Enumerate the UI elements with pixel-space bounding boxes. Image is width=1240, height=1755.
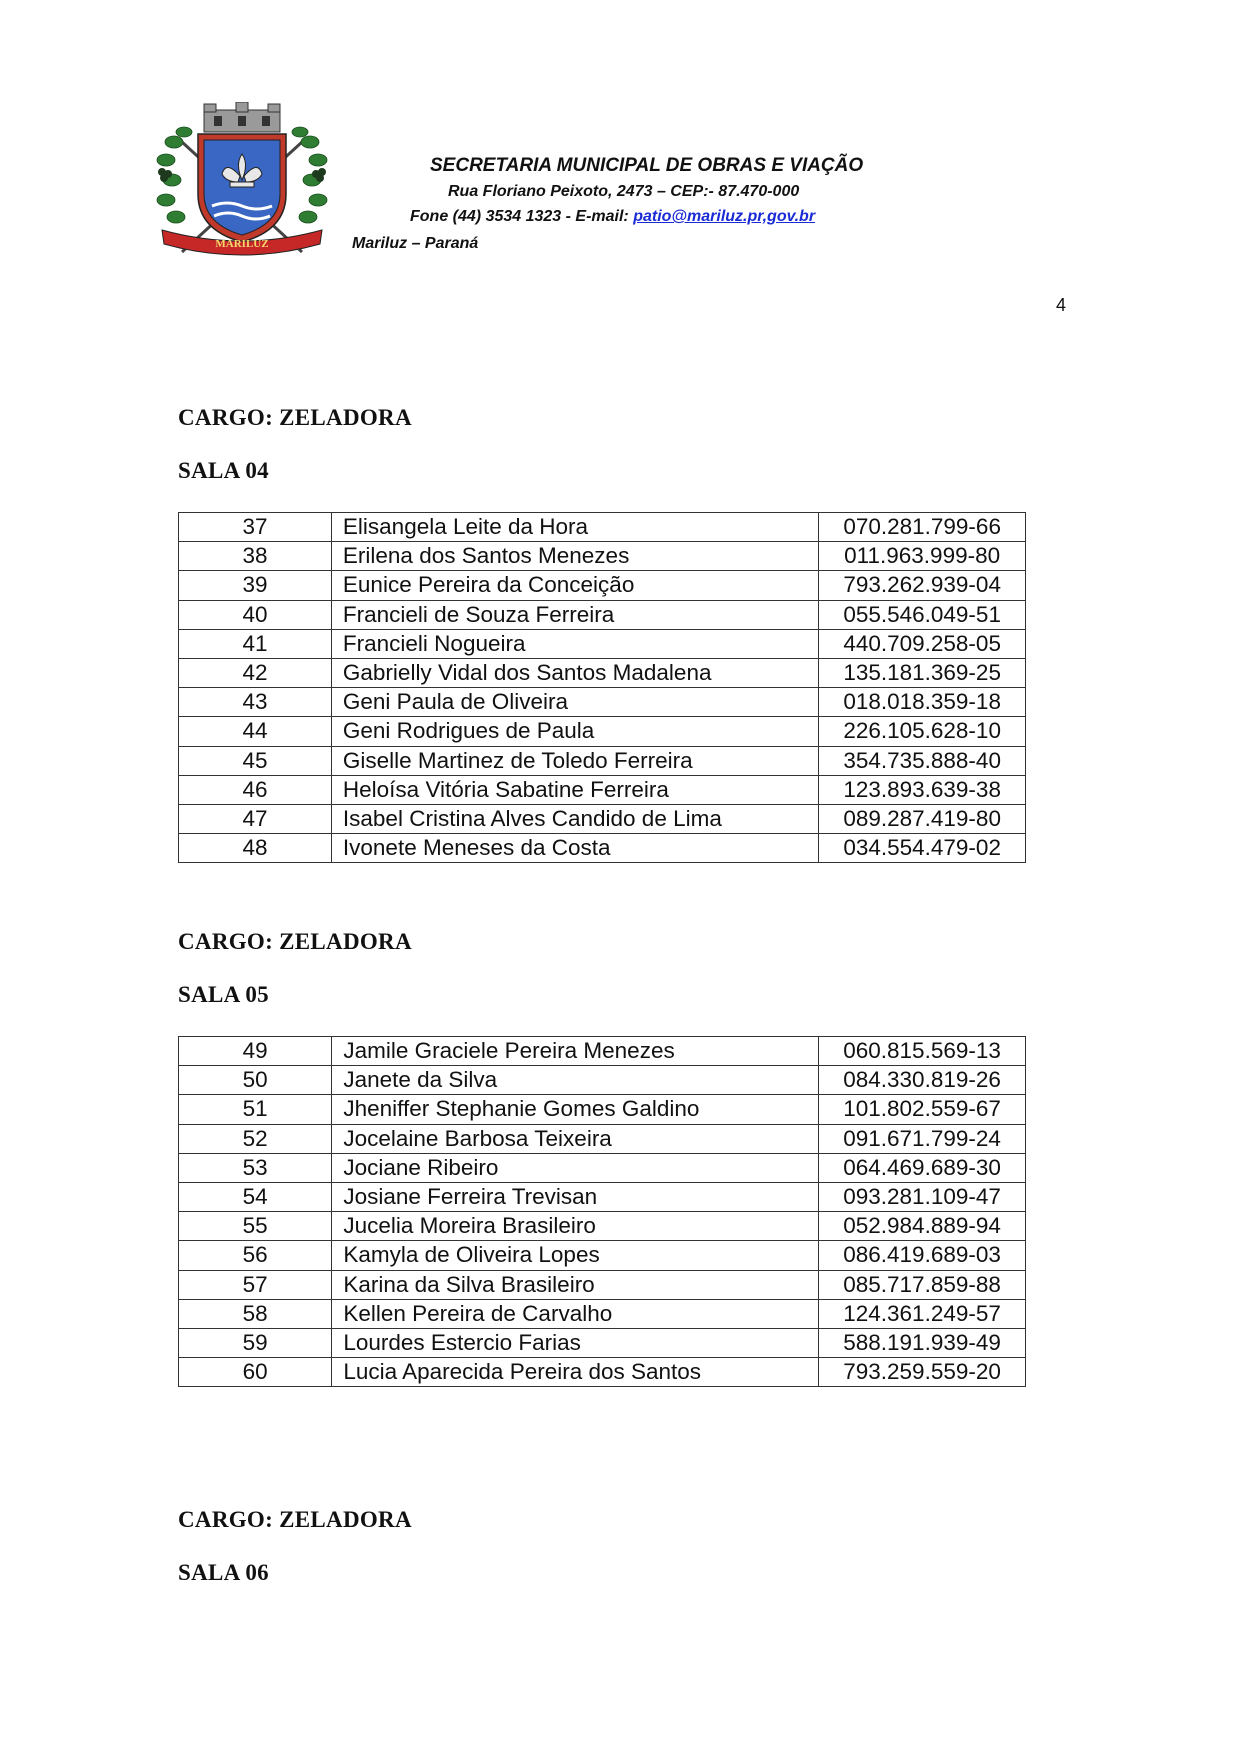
section-sala-label: SALA 04 bbox=[178, 458, 269, 483]
table-row bbox=[179, 1066, 1026, 1095]
cpf-cell: 060.815.569-13 bbox=[819, 1037, 1026, 1066]
table-row bbox=[179, 1153, 1026, 1182]
row-number-cell: 55 bbox=[179, 1212, 332, 1241]
cpf-cell: 085.717.859-88 bbox=[819, 1270, 1026, 1299]
row-number-cell: 49 bbox=[179, 1037, 332, 1066]
table-row bbox=[179, 775, 1026, 804]
table-row bbox=[179, 571, 1026, 600]
person-name-cell: Geni Rodrigues de Paula bbox=[331, 717, 818, 746]
person-name-cell: Francieli de Souza Ferreira bbox=[331, 600, 818, 629]
table-row bbox=[179, 600, 1026, 629]
section-sala-label: SALA 06 bbox=[178, 1560, 269, 1585]
row-number-cell: 58 bbox=[179, 1299, 332, 1328]
person-name-cell: Ivonete Meneses da Costa bbox=[331, 834, 818, 863]
table-row bbox=[179, 1358, 1026, 1387]
table-row bbox=[179, 1270, 1026, 1299]
header-city: Mariluz – Paraná bbox=[352, 235, 479, 252]
section-cargo-label: CARGO: ZELADORA bbox=[178, 1507, 412, 1532]
roster-table bbox=[178, 1036, 1026, 1387]
person-name-cell: Kamyla de Oliveira Lopes bbox=[332, 1241, 819, 1270]
section-sala-label: SALA 05 bbox=[178, 982, 269, 1007]
table-row bbox=[179, 804, 1026, 833]
row-number-cell: 56 bbox=[179, 1241, 332, 1270]
row-number-cell: 52 bbox=[179, 1124, 332, 1153]
cpf-cell: 089.287.419-80 bbox=[819, 804, 1026, 833]
person-name-cell: Jamile Graciele Pereira Menezes bbox=[332, 1037, 819, 1066]
person-name-cell: Lucia Aparecida Pereira dos Santos bbox=[332, 1358, 819, 1387]
row-number-cell: 47 bbox=[179, 804, 332, 833]
cpf-cell: 084.330.819-26 bbox=[819, 1066, 1026, 1095]
person-name-cell: Giselle Martinez de Toledo Ferreira bbox=[331, 746, 818, 775]
table-row bbox=[179, 513, 1026, 542]
cpf-cell: 091.671.799-24 bbox=[819, 1124, 1026, 1153]
cpf-cell: 588.191.939-49 bbox=[819, 1328, 1026, 1357]
table-row bbox=[179, 1182, 1026, 1211]
row-number-cell: 42 bbox=[179, 658, 332, 687]
cpf-cell: 093.281.109-47 bbox=[819, 1182, 1026, 1211]
cpf-cell: 135.181.369-25 bbox=[819, 658, 1026, 687]
cpf-cell: 070.281.799-66 bbox=[819, 513, 1026, 542]
cpf-cell: 124.361.249-57 bbox=[819, 1299, 1026, 1328]
cpf-cell: 354.735.888-40 bbox=[819, 746, 1026, 775]
row-number-cell: 53 bbox=[179, 1153, 332, 1182]
table-row bbox=[179, 1124, 1026, 1153]
row-number-cell: 46 bbox=[179, 775, 332, 804]
cpf-cell: 052.984.889-94 bbox=[819, 1212, 1026, 1241]
municipal-coat-of-arms-logo bbox=[152, 102, 332, 262]
header-address: Rua Floriano Peixoto, 2473 – CEP:- 87.470-000 bbox=[448, 183, 800, 200]
person-name-cell: Isabel Cristina Alves Candido de Lima bbox=[331, 804, 818, 833]
page-number: 4 bbox=[1056, 295, 1067, 315]
row-number-cell: 54 bbox=[179, 1182, 332, 1211]
cpf-cell: 793.259.559-20 bbox=[819, 1358, 1026, 1387]
table-row bbox=[179, 1299, 1026, 1328]
person-name-cell: Gabrielly Vidal dos Santos Madalena bbox=[331, 658, 818, 687]
person-name-cell: Jheniffer Stephanie Gomes Galdino bbox=[332, 1095, 819, 1124]
table-row bbox=[179, 1328, 1026, 1357]
table-row bbox=[179, 834, 1026, 863]
row-number-cell: 40 bbox=[179, 600, 332, 629]
person-name-cell: Elisangela Leite da Hora bbox=[331, 513, 818, 542]
row-number-cell: 44 bbox=[179, 717, 332, 746]
person-name-cell: Lourdes Estercio Farias bbox=[332, 1328, 819, 1357]
row-number-cell: 39 bbox=[179, 571, 332, 600]
person-name-cell: Jociane Ribeiro bbox=[332, 1153, 819, 1182]
person-name-cell: Janete da Silva bbox=[332, 1066, 819, 1095]
cpf-cell: 123.893.639-38 bbox=[819, 775, 1026, 804]
row-number-cell: 45 bbox=[179, 746, 332, 775]
cpf-cell: 055.546.049-51 bbox=[819, 600, 1026, 629]
row-number-cell: 50 bbox=[179, 1066, 332, 1095]
cpf-cell: 440.709.258-05 bbox=[819, 629, 1026, 658]
roster-table bbox=[178, 512, 1026, 863]
table-row bbox=[179, 688, 1026, 717]
table-row bbox=[179, 717, 1026, 746]
section-cargo-label: CARGO: ZELADORA bbox=[178, 405, 412, 430]
person-name-cell: Karina da Silva Brasileiro bbox=[332, 1270, 819, 1299]
row-number-cell: 37 bbox=[179, 513, 332, 542]
header-title: SECRETARIA MUNICIPAL DE OBRAS E VIAÇÃO bbox=[430, 155, 864, 176]
row-number-cell: 57 bbox=[179, 1270, 332, 1299]
row-number-cell: 60 bbox=[179, 1358, 332, 1387]
cpf-cell: 101.802.559-67 bbox=[819, 1095, 1026, 1124]
header-email-link[interactable]: patio@mariluz.pr,gov.br bbox=[633, 208, 816, 225]
table-row bbox=[179, 542, 1026, 571]
table-row bbox=[179, 658, 1026, 687]
row-number-cell: 43 bbox=[179, 688, 332, 717]
header-phone: Fone (44) 3534 1323 - E-mail: bbox=[410, 208, 634, 225]
person-name-cell: Eunice Pereira da Conceição bbox=[331, 571, 818, 600]
person-name-cell: Geni Paula de Oliveira bbox=[331, 688, 818, 717]
table-row bbox=[179, 1037, 1026, 1066]
cpf-cell: 034.554.479-02 bbox=[819, 834, 1026, 863]
row-number-cell: 38 bbox=[179, 542, 332, 571]
logo-banner-text: MARILUZ bbox=[215, 238, 269, 250]
person-name-cell: Kellen Pereira de Carvalho bbox=[332, 1299, 819, 1328]
person-name-cell: Heloísa Vitória Sabatine Ferreira bbox=[331, 775, 818, 804]
cpf-cell: 064.469.689-30 bbox=[819, 1153, 1026, 1182]
cpf-cell: 018.018.359-18 bbox=[819, 688, 1026, 717]
person-name-cell: Josiane Ferreira Trevisan bbox=[332, 1182, 819, 1211]
row-number-cell: 48 bbox=[179, 834, 332, 863]
person-name-cell: Jucelia Moreira Brasileiro bbox=[332, 1212, 819, 1241]
cpf-cell: 086.419.689-03 bbox=[819, 1241, 1026, 1270]
table-row bbox=[179, 1212, 1026, 1241]
person-name-cell: Jocelaine Barbosa Teixeira bbox=[332, 1124, 819, 1153]
cpf-cell: 011.963.999-80 bbox=[819, 542, 1026, 571]
cpf-cell: 793.262.939-04 bbox=[819, 571, 1026, 600]
table-row bbox=[179, 1095, 1026, 1124]
section-cargo-label: CARGO: ZELADORA bbox=[178, 929, 412, 954]
person-name-cell: Erilena dos Santos Menezes bbox=[331, 542, 818, 571]
table-row bbox=[179, 629, 1026, 658]
row-number-cell: 59 bbox=[179, 1328, 332, 1357]
cpf-cell: 226.105.628-10 bbox=[819, 717, 1026, 746]
row-number-cell: 41 bbox=[179, 629, 332, 658]
table-row bbox=[179, 1241, 1026, 1270]
header-contact bbox=[410, 208, 815, 226]
row-number-cell: 51 bbox=[179, 1095, 332, 1124]
table-row bbox=[179, 746, 1026, 775]
person-name-cell: Francieli Nogueira bbox=[331, 629, 818, 658]
